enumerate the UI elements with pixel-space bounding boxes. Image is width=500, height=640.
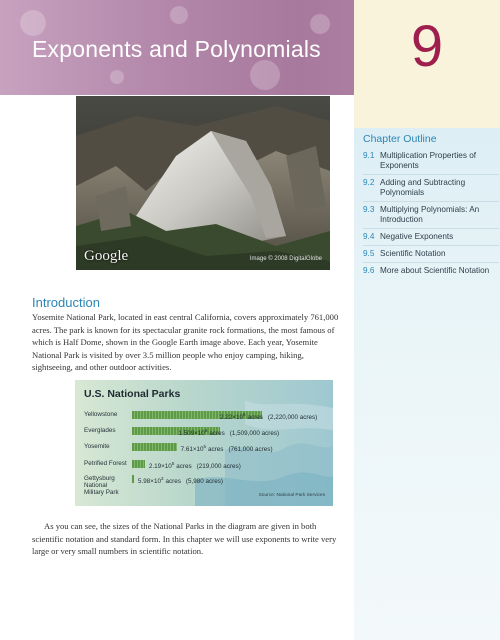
outline-item-9-4[interactable] — [363, 228, 499, 245]
park-label: National — [84, 482, 108, 489]
park-value — [138, 476, 223, 485]
times-ten: ×10 — [194, 429, 205, 437]
introduction-heading: Introduction — [32, 295, 100, 310]
acres-unit: acres — [247, 413, 263, 421]
chapter-outline-list — [363, 148, 499, 279]
park-label: Military Park — [84, 489, 119, 496]
closing-paragraph: As you can see, the sizes of the National Parks in the diagram are given in both scientific notation and standard form. In this chapter we will use exponents to write very large or very small numbers in scientific notation. — [32, 521, 337, 556]
sci-exponent: 5 — [171, 460, 175, 466]
park-bar — [132, 443, 177, 451]
diagram-source: Source: National Park Services — [258, 493, 325, 498]
park-value — [220, 412, 317, 421]
outline-item-text: More about Scientific Notation — [380, 266, 490, 275]
sci-mantissa: 1.509 — [178, 429, 195, 437]
times-ten: ×10 — [232, 413, 243, 421]
standard-form: (2,220,000 acres) — [267, 413, 318, 421]
chapter-number: 9 — [410, 14, 444, 79]
sci-mantissa: 2.19 — [148, 462, 162, 470]
google-logo: Google — [84, 248, 129, 264]
outline-item-text: Multiplication Properties of Exponents — [380, 151, 477, 170]
half-dome-illustration — [76, 96, 330, 270]
park-bar — [132, 460, 145, 468]
outline-item-9-6[interactable] — [363, 262, 499, 279]
half-dome-photo — [76, 96, 330, 270]
outline-item-9-3[interactable] — [363, 201, 499, 228]
chapter-outline-heading: Chapter Outline — [363, 133, 437, 145]
photo-credit: Image © 2008 DigitalGlobe — [249, 256, 322, 262]
park-label: Petrified Forest — [84, 460, 127, 467]
park-label: Gettysburg — [84, 475, 115, 482]
outline-item-number: 9.5 — [363, 249, 375, 258]
times-ten: ×10 — [192, 445, 204, 453]
outline-item-number: 9.6 — [363, 266, 375, 275]
sci-exponent: 3 — [160, 475, 164, 481]
national-parks-diagram — [75, 380, 333, 506]
times-ten: ×10 — [161, 462, 172, 470]
acres-unit: acres — [165, 477, 181, 485]
outline-item-9-5[interactable] — [363, 245, 499, 262]
sci-exponent: 6 — [242, 411, 246, 417]
outline-item-text: Scientific Notation — [380, 249, 446, 258]
standard-form: (1,509,000 acres) — [229, 429, 280, 437]
park-value — [181, 444, 273, 453]
sci-exponent: 6 — [204, 427, 208, 433]
times-ten: ×10 — [150, 477, 161, 485]
standard-form: (761,000 acres) — [228, 445, 273, 453]
park-value — [178, 428, 279, 437]
chapter-number-box — [354, 0, 500, 128]
acres-unit: acres — [208, 445, 224, 453]
chapter-title: Exponents and Polynomials — [32, 36, 321, 62]
park-label: Yosemite — [84, 443, 110, 450]
park-value — [149, 461, 241, 470]
standard-form: (219,000 acres) — [196, 462, 241, 470]
sci-mantissa: 2.22 — [220, 413, 233, 421]
outline-item-number: 9.4 — [363, 232, 375, 241]
outline-item-number: 9.3 — [363, 205, 375, 214]
introduction-paragraph: Yosemite National Park, located in east central California, covers approximately 761,000 acres. The park is known for its spectacular granite rock formations, the most famous of which is Half Dome, shown in the Google Earth image above. Each year, Yosemite National Park is visited by over 3.5 million people who enjoy camping, hiking, sightseeing, and other outdoor activities. — [32, 312, 339, 372]
outline-item-text: Negative Exponents — [380, 232, 454, 241]
outline-item-number: 9.2 — [363, 178, 375, 187]
outline-item-number: 9.1 — [363, 151, 375, 160]
park-label: Yellowstone — [84, 411, 118, 418]
outline-item-9-1[interactable] — [363, 148, 499, 174]
park-label: Everglades — [84, 427, 116, 434]
sci-exponent: 5 — [203, 443, 207, 449]
acres-unit: acres — [176, 462, 192, 470]
diagram-title: U.S. National Parks — [84, 388, 181, 400]
park-bar — [132, 475, 134, 483]
outline-item-9-2[interactable] — [363, 174, 499, 201]
outline-item-text: Multiplying Polynomials: An Introduction — [380, 205, 480, 224]
standard-form: (5,980 acres) — [185, 477, 223, 485]
sci-mantissa: 7.61 — [180, 445, 193, 453]
sci-mantissa: 5.98 — [138, 477, 151, 485]
outline-item-text: Adding and Subtracting Polynomials — [380, 178, 466, 197]
acres-unit: acres — [209, 429, 225, 437]
